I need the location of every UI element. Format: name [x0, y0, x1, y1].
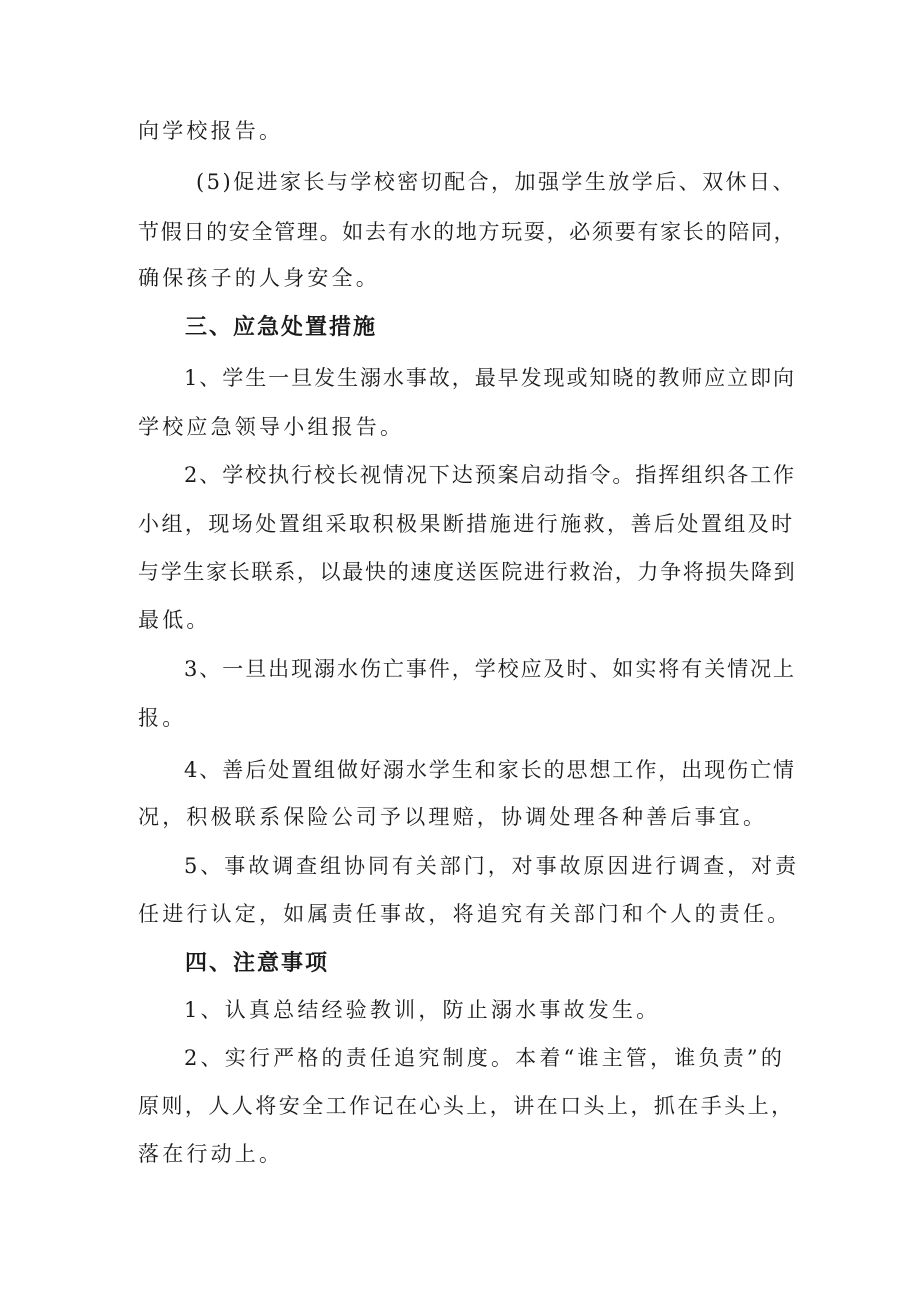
paragraph-line: 确保孩子的人身安全。	[138, 266, 380, 290]
paragraph-line: 1、学生一旦发生溺水事故，最早发现或知晓的教师应立即向	[184, 366, 797, 390]
paragraph-line: 4、善后处置组做好溺水学生和家长的思想工作，出现伤亡情	[184, 758, 797, 782]
section-heading: 三、应急处置措施	[185, 315, 378, 340]
paragraph-line: 3、一旦出现溺水伤亡事件，学校应及时、如实将有关情况上	[184, 657, 797, 681]
section-heading: 四、注意事项	[185, 951, 330, 976]
paragraph-line: 任进行认定，如属责任事故，将追究有关部门和个人的责任。	[138, 902, 792, 926]
paragraph-line: 原则，人人将安全工作记在心头上，讲在口头上，抓在手头上，	[138, 1094, 795, 1118]
paragraph-line: 与学生家长联系，以最快的速度送医院进行救治，力争将损失降到	[138, 560, 797, 584]
paragraph-line: 1、认真总结经验教训，防止溺水事故发生。	[184, 998, 661, 1022]
paragraph-line: 最低。	[138, 608, 211, 632]
paragraph-line: 小组，现场处置组采取积极果断措施进行施救，善后处置组及时	[138, 512, 795, 536]
paragraph-line: 2、实行严格的责任追究制度。本着“谁主管，谁负责”的	[184, 1046, 786, 1070]
paragraph-line: 学校应急领导小组报告。	[138, 415, 405, 439]
paragraph-line: 报。	[138, 706, 187, 730]
paragraph-line: 2、学校执行校长视情况下达预案启动指令。指挥组织各工作	[184, 463, 797, 487]
paragraph-line: 节假日的安全管理。如去有水的地方玩耍，必须要有家长的陪同，	[138, 220, 797, 244]
paragraph-line: (5)促进家长与学校密切配合，加强学生放学后、双休日、	[196, 170, 796, 194]
paragraph-line: 况，积极联系保险公司予以理赔，协调处理各种善后事宜。	[138, 805, 768, 829]
paragraph-line: 落在行动上。	[138, 1142, 284, 1166]
paragraph-line: 向学校报告。	[138, 119, 284, 143]
paragraph-line: 5、事故调查组协同有关部门，对事故原因进行调查，对责	[184, 854, 800, 878]
